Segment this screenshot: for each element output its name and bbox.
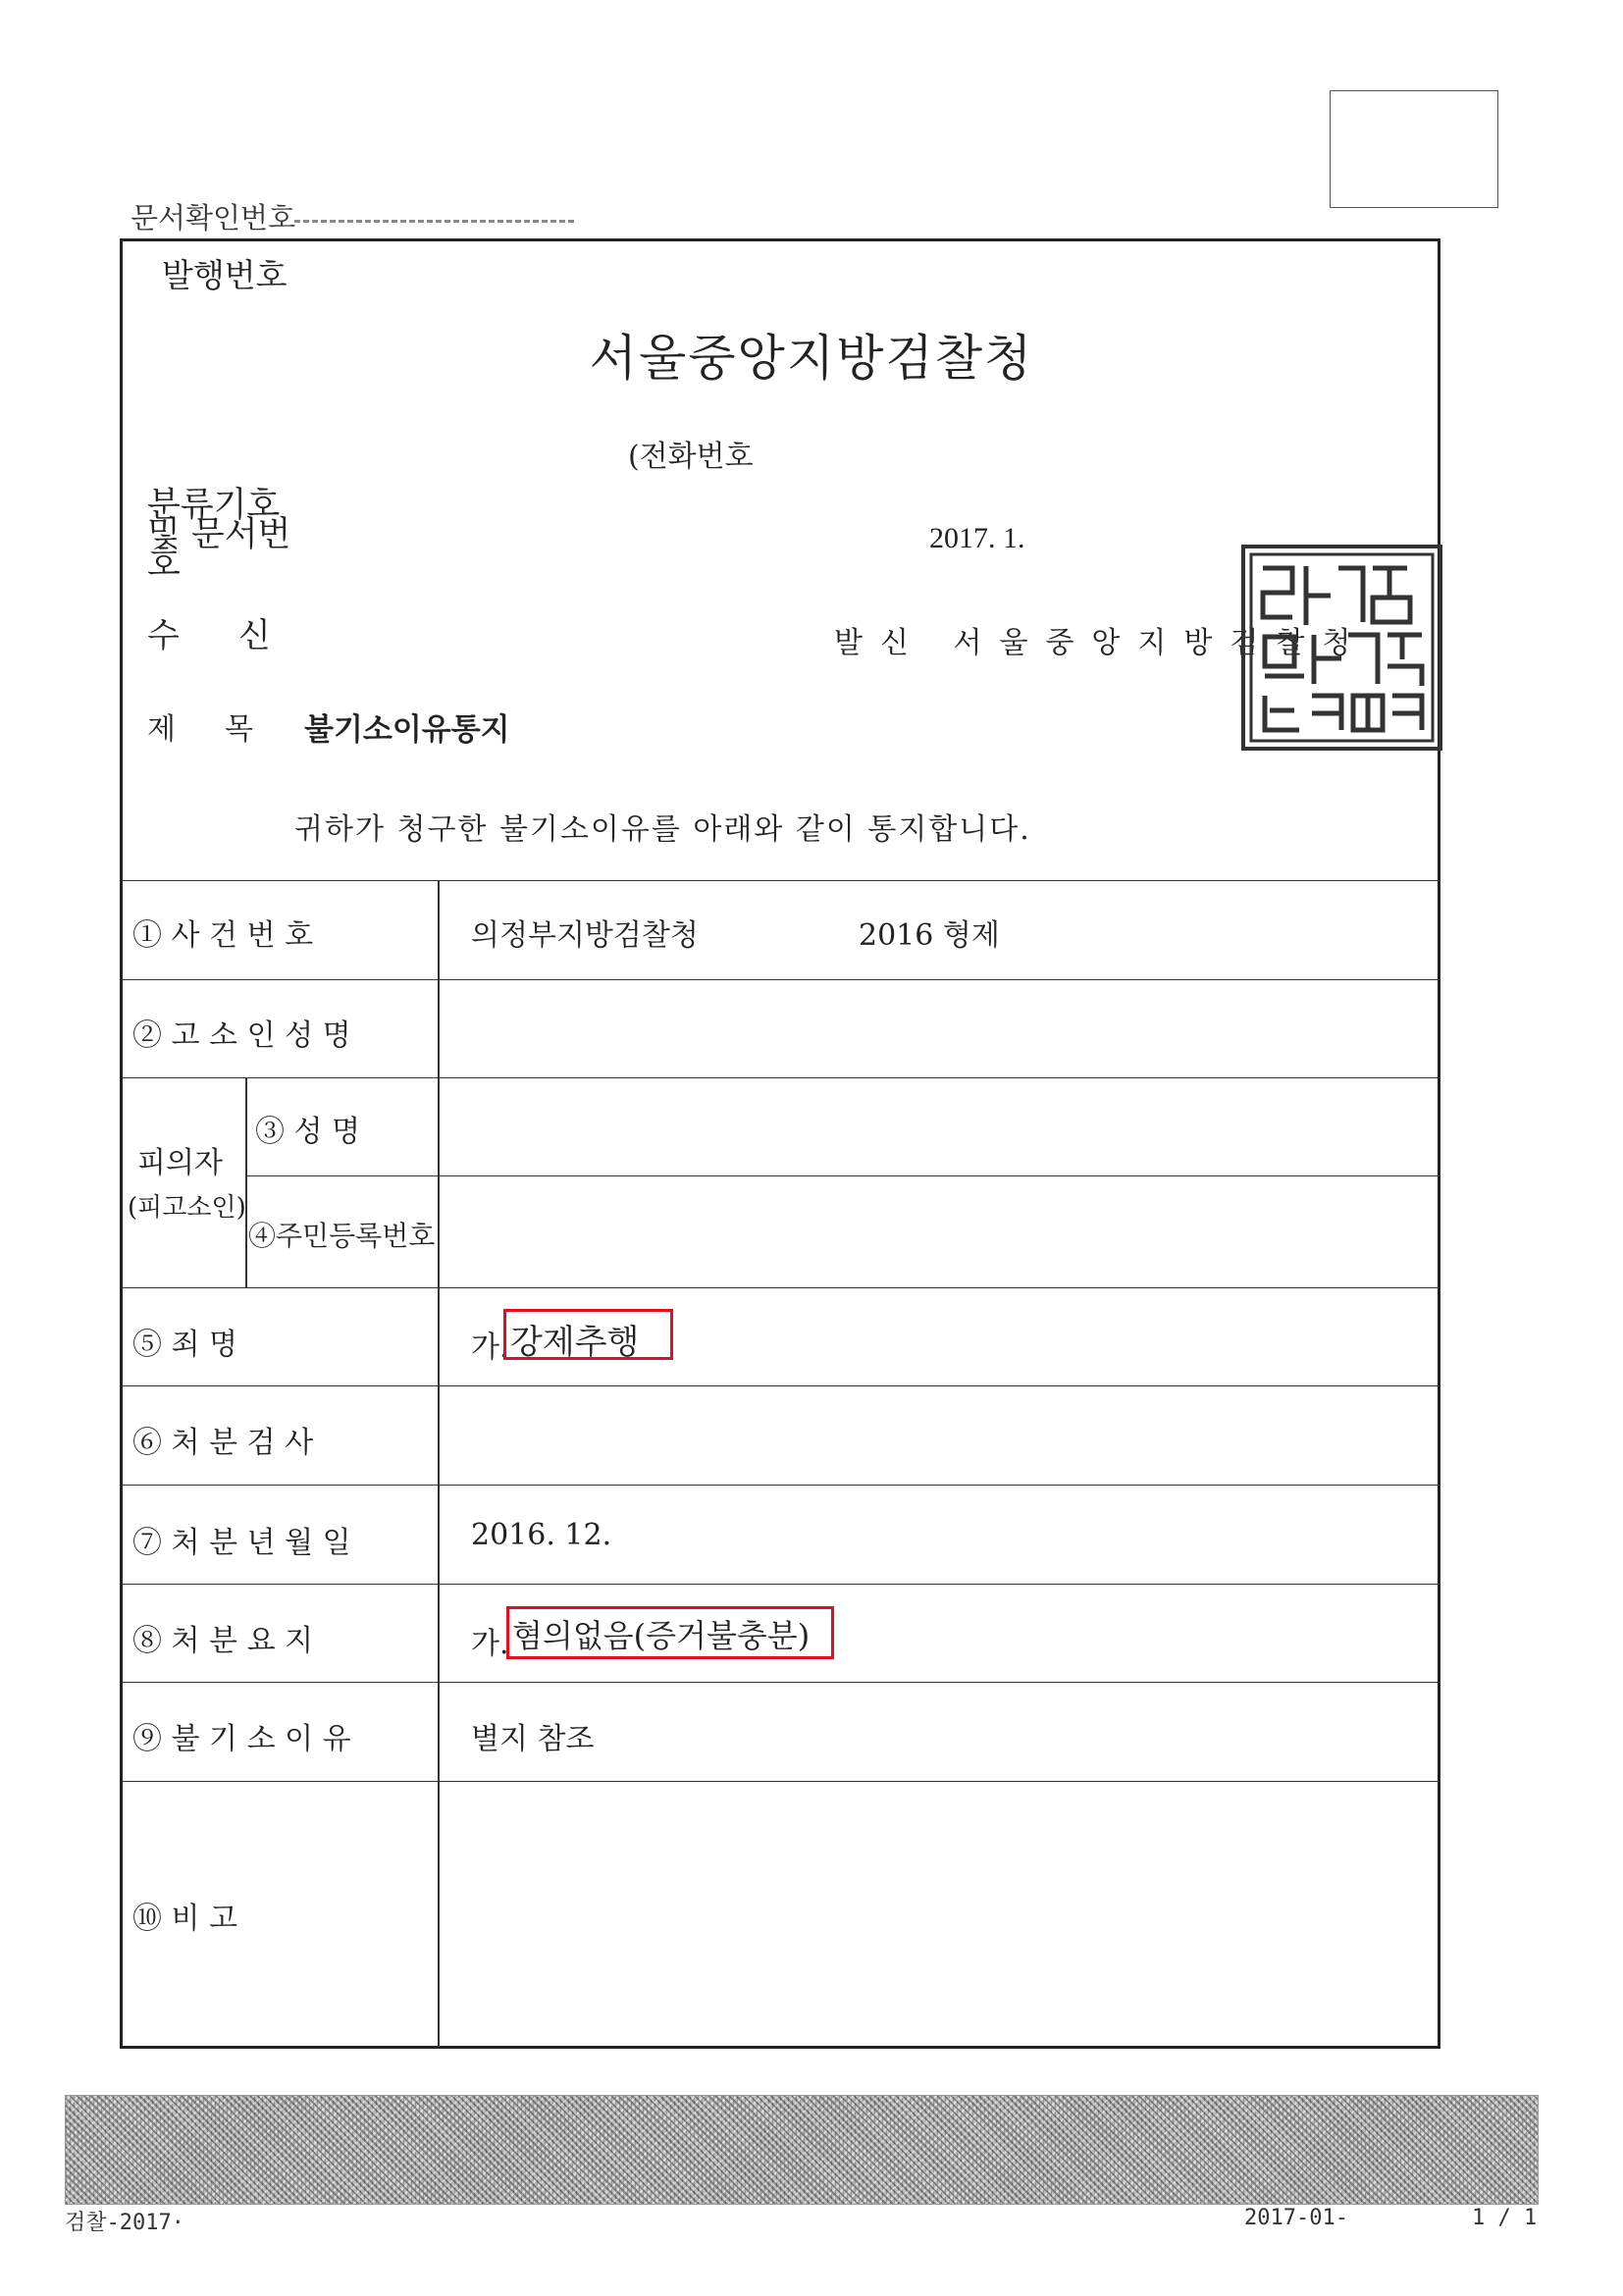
- highlight-box: [503, 1309, 673, 1360]
- remarks-label: ⑩ 비 고: [132, 1902, 238, 1936]
- table-line: [123, 1682, 1440, 1683]
- reason-value: 별지 참조: [471, 1722, 595, 1756]
- subject-value: 불기소이유통지: [304, 712, 510, 748]
- table-line: [123, 1485, 1440, 1486]
- phone-label: (전화번호: [628, 440, 754, 474]
- doc-confirm-label: 문서확인번호: [131, 201, 296, 235]
- footer-middle: 2017-01-: [1244, 2206, 1348, 2230]
- org-title: 서울중앙지방검찰청: [589, 330, 1034, 387]
- table-line: [123, 880, 1440, 881]
- charge-prefix: 가.: [471, 1331, 509, 1365]
- footer-page: 1 / 1: [1472, 2206, 1538, 2230]
- disposition-summary-value: 혐의없음(증거불충분): [512, 1617, 811, 1654]
- disposition-date-label: ⑦ 처 분 년 월 일: [132, 1526, 351, 1560]
- table-line: [123, 1287, 1440, 1288]
- document-date: 2017. 1.: [929, 522, 1025, 554]
- doc-confirm-number-redacted: [294, 220, 574, 223]
- sender-text: 발신 서울중앙지방검찰청: [834, 626, 1369, 660]
- table-line: [245, 1175, 1440, 1176]
- table-line: [123, 1385, 1440, 1386]
- table-line: [123, 1584, 1440, 1585]
- case-number-value: 2016 형제: [859, 918, 1000, 953]
- disposition-summary-prefix: 가.: [471, 1627, 509, 1661]
- suspect-group-sub: (피고소인): [128, 1193, 246, 1223]
- disposition-date-value: 2016. 12.: [471, 1518, 612, 1552]
- charge-value: 강제추행: [510, 1323, 640, 1362]
- notice-text: 귀하가 청구한 불기소이유를 아래와 같이 통지합니다.: [294, 812, 1031, 847]
- table-line: [123, 1781, 1440, 1782]
- security-noise-band: [65, 2095, 1539, 2205]
- footer-left: 검찰-2017·: [65, 2211, 184, 2235]
- suspect-group-label: 피의자: [137, 1146, 223, 1180]
- table-column-divider: [245, 1077, 247, 1287]
- table-line: [123, 979, 1440, 980]
- charge-label: ⑤ 죄 명: [132, 1328, 238, 1362]
- recipient-label: 수신: [147, 616, 330, 655]
- reason-label: ⑨ 불 기 소 이 유: [132, 1722, 351, 1756]
- case-number-label: ① 사 건 번 호: [132, 918, 314, 953]
- suspect-id-label: ④주민등록번호: [248, 1220, 436, 1252]
- table-line: [123, 1077, 1440, 1078]
- seal-graphic: [1245, 548, 1439, 747]
- disposition-summary-label: ⑧ 처 분 요 지: [132, 1624, 314, 1658]
- official-seal: [1241, 545, 1442, 751]
- case-number-office: 의정부지방검찰청: [471, 918, 699, 953]
- suspect-name-label: ③ 성 명: [255, 1115, 361, 1149]
- subject-label: 제목: [147, 712, 302, 747]
- issue-number-label: 발행번호: [162, 256, 288, 294]
- prosecutor-label: ⑥ 처 분 검 사: [132, 1426, 314, 1460]
- highlight-box: [506, 1606, 834, 1659]
- stamp-placeholder-box: [1330, 90, 1498, 208]
- complainant-label: ② 고 소 인 성 명: [132, 1018, 351, 1053]
- classification-label: 분류기호 및 문서번호: [147, 486, 291, 584]
- table-column-divider: [438, 880, 440, 2048]
